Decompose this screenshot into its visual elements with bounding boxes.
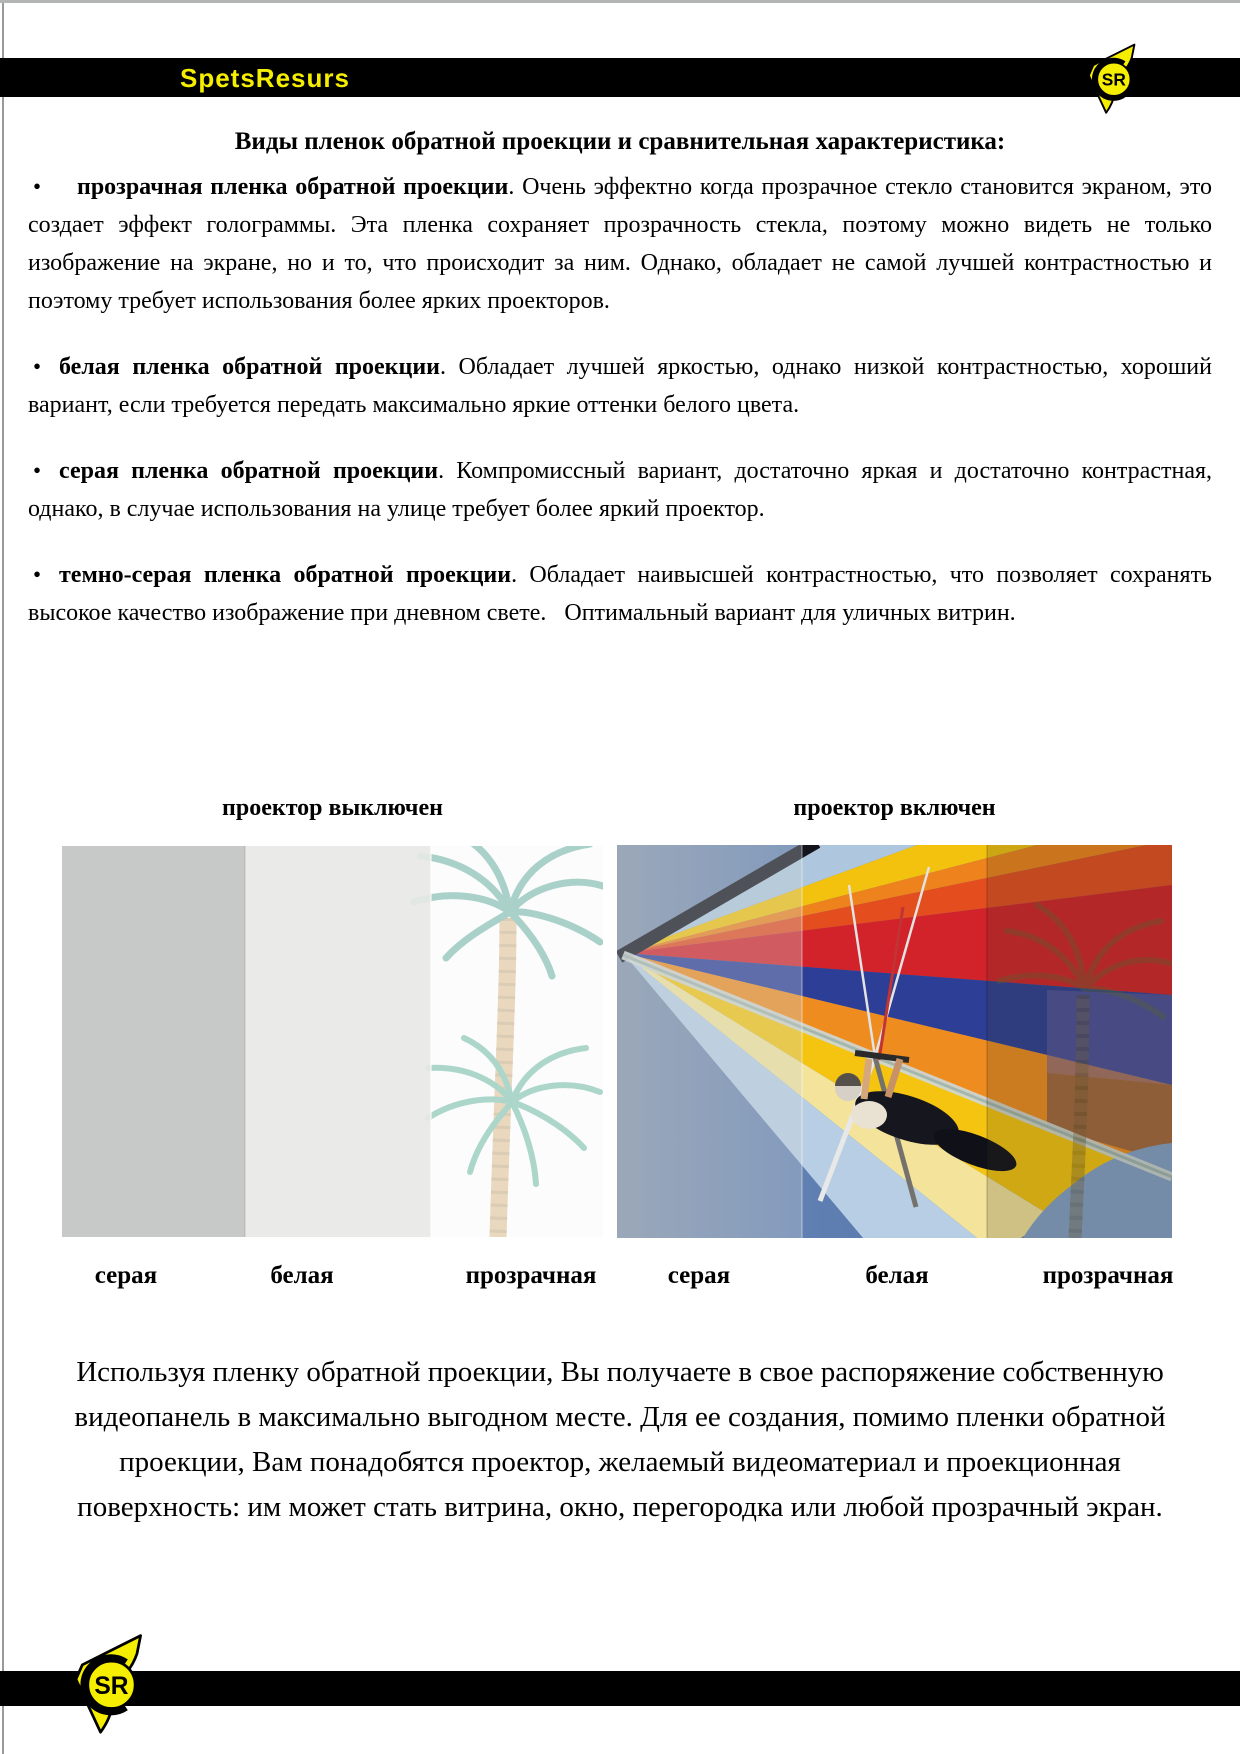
caption-projector-off: проектор выключен [222,795,443,821]
white-film-strip [245,846,431,1237]
strip-label-transparent-off: прозрачная [465,1262,597,1289]
sr-logo-icon [1072,42,1148,114]
list-item-term: серая пленка обратной проекции [59,458,439,484]
list-item-term: прозрачная пленка обратной проекции [77,174,509,200]
footer-bar [0,1671,1240,1706]
transparent-film-strip [431,846,603,1237]
list-item-text: . Компромиссный вариант, достаточно яркая и достаточно контрастная, однако, в случае использования на улице требует более яркий проектор. [28,458,1213,522]
list-item-term: белая пленка обратной проекции [59,354,440,380]
bullet-marker: • [33,354,42,379]
bullet-marker: • [33,562,42,587]
closing-paragraph: Используя пленку обратной проекции, Вы получаете в свое распоряжение собственную видеопанель в максимально выгодном месте. Для ее создания, помимо пленки обратной проекции, Вам понадобятся проектор, желаемый видеоматериал и проекционная поверхность: им может стать витрина, окно, перегородка или любой прозрачный экран. [74,1356,1166,1523]
strip-label-white-on: белая [865,1262,929,1289]
company-logo-icon [1072,42,1148,114]
svg-text:SR: SR [1101,69,1126,90]
list-item-white-film [28,348,1212,424]
strip-label-gray-off: серая [94,1262,158,1289]
brand-name: SpetsResurs [180,63,350,93]
top-divider-line [0,0,1240,3]
hang-glider-image [617,845,1172,1238]
list-item-transparent-film [28,168,1212,320]
list-item-text: . Обладает лучшей яркостью, однако низкой контрастностью, хороший вариант, если требуется передать максимально яркие оттенки белого цвета. [28,354,1212,418]
photo-projector-off [62,846,603,1237]
strip-label-transparent-on: прозрачная [1042,1262,1174,1289]
palm-through-films-image [62,846,603,1237]
list-item-text: . Обладает наивысшей контрастностью, что позволяет сохранять высокое качество изображение при дневном свете. Оптимальный вариант для уличных витрин. [28,562,1213,626]
photo-projector-on [617,845,1172,1238]
strip-label-gray-on: серая [667,1262,731,1289]
list-item-dark-gray-film [28,556,1212,632]
gray-film-strip [62,846,245,1237]
caption-projector-on: проектор включен [793,795,996,821]
bullet-marker: • [33,174,42,199]
bullet-marker: • [33,458,42,483]
company-logo-icon [60,1632,152,1734]
film-types-list [28,168,1212,660]
list-item-term: темно-серая пленка обратной проекции [59,562,512,588]
gray-film-strip [617,845,802,1238]
svg-text:SR: SR [94,1672,129,1700]
sr-logo-icon [60,1632,152,1734]
page-title: Виды пленок обратной проекции и сравнительная характеристика: [234,128,1006,155]
list-item-text: . Очень эффектно когда прозрачное стекло становится экраном, это создает эффект голограммы. Эта пленка сохраняет прозрачность стекла, поэтому можно видеть не только изображение на экране, но и то, что происходит за ним. Однако, обладает не самой лучшей контрастностью и поэтому требует использования более ярких проекторов. [28,174,1213,314]
strip-label-white-off: белая [270,1262,334,1289]
left-border-line [2,3,4,1754]
list-item-gray-film [28,452,1212,528]
